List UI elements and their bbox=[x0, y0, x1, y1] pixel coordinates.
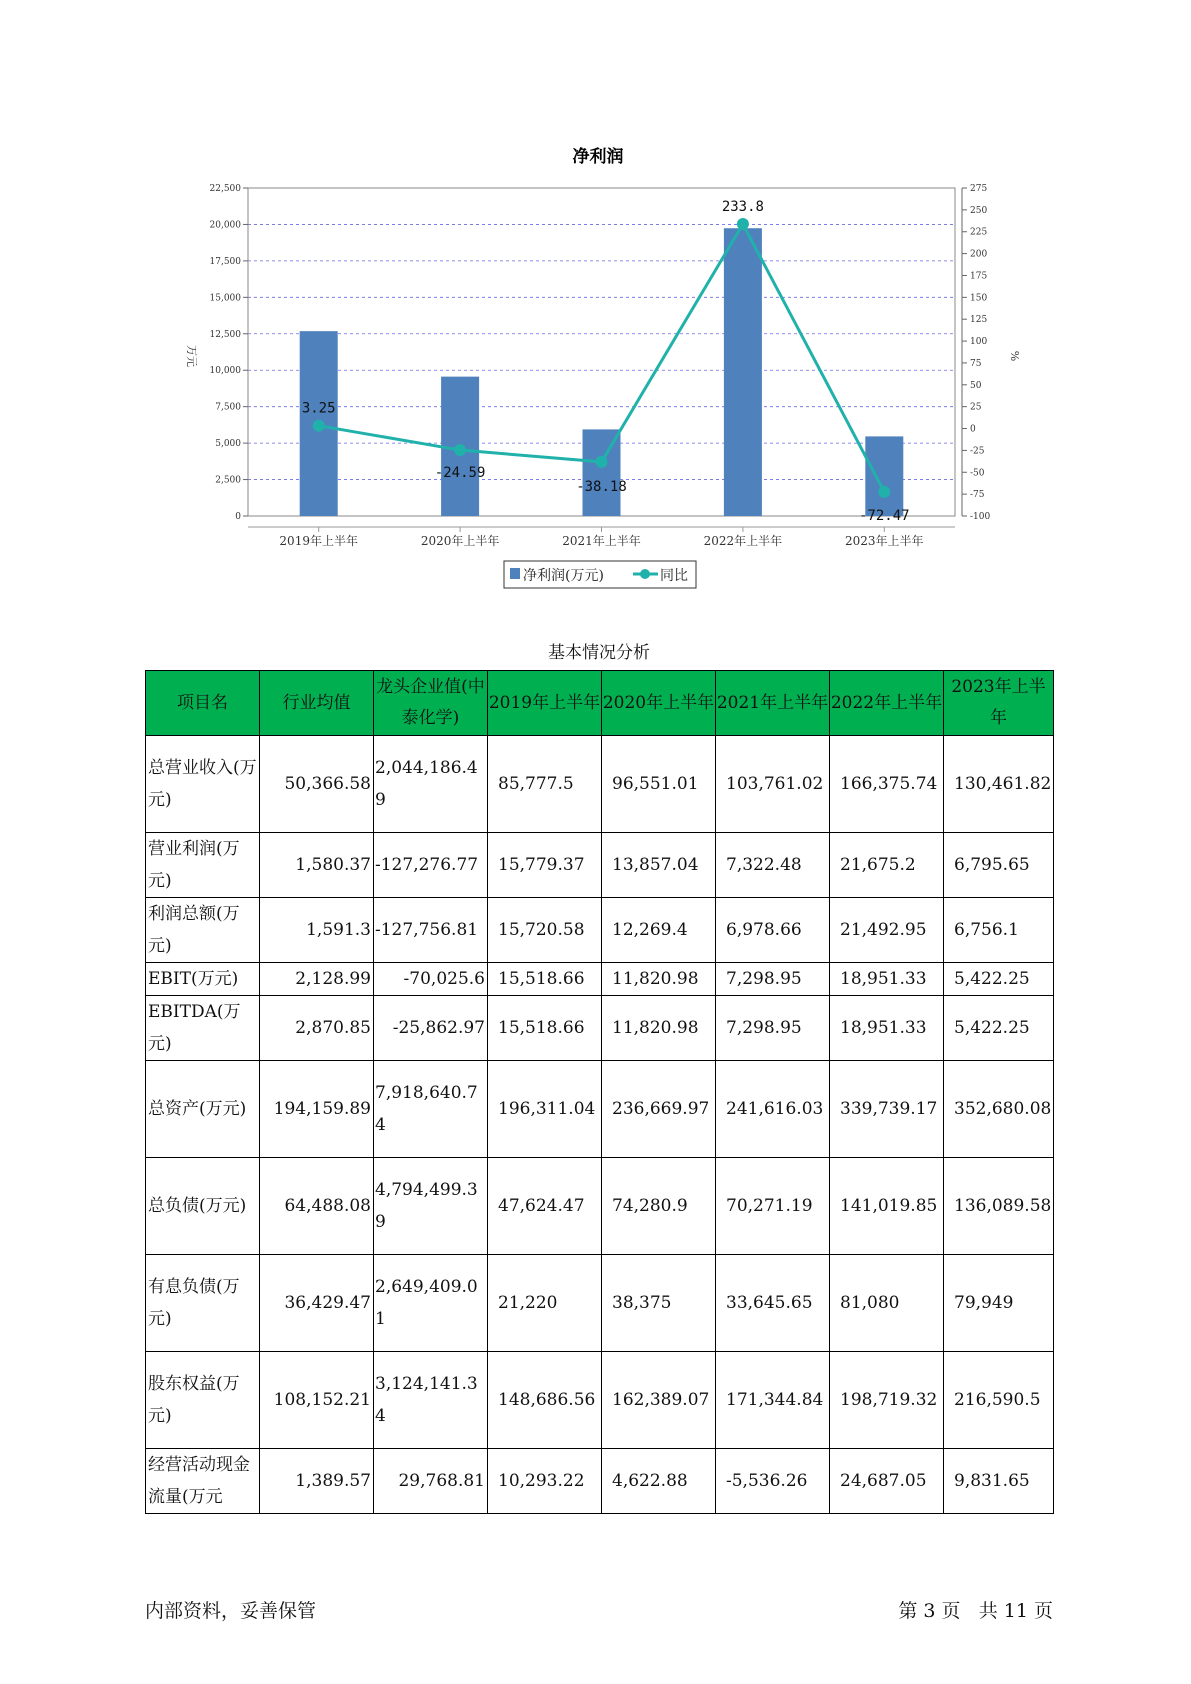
table-cell: 7,322.48 bbox=[716, 833, 830, 898]
table-row bbox=[146, 1255, 1054, 1352]
right-tick-label: -25 bbox=[970, 446, 985, 457]
page-unit: 页 bbox=[941, 1600, 961, 1622]
table-row bbox=[146, 898, 1054, 963]
header-2021h1: 2021年上半年 bbox=[716, 671, 830, 736]
row-label: 股东权益(万元) bbox=[146, 1352, 260, 1449]
footer-confidential-note: 内部资料，妥善保管 bbox=[145, 1600, 317, 1622]
table-cell: -5,536.26 bbox=[716, 1449, 830, 1514]
table-cell: 236,669.97 bbox=[602, 1061, 716, 1158]
table-cell: 21,492.95 bbox=[830, 898, 944, 963]
right-tick-label: 175 bbox=[970, 271, 988, 282]
table-cell: 1,591.3 bbox=[260, 898, 374, 963]
table-cell: 11,820.98 bbox=[602, 963, 716, 996]
x-tick-label: 2022年上半年 bbox=[703, 534, 783, 548]
table-cell: -127,276.77 bbox=[374, 833, 488, 898]
x-tick-label: 2021年上半年 bbox=[562, 534, 641, 548]
table-cell: 194,159.89 bbox=[260, 1061, 374, 1158]
table-cell: 70,271.19 bbox=[716, 1158, 830, 1255]
table-row bbox=[146, 1449, 1054, 1514]
header-leader-value: 龙头企业值(中泰化学) bbox=[374, 671, 488, 736]
line-point bbox=[878, 486, 890, 498]
table-cell: 11,820.98 bbox=[602, 996, 716, 1061]
left-tick-label: 12,500 bbox=[209, 329, 241, 340]
table-cell: 38,375 bbox=[602, 1255, 716, 1352]
data-label: 3.25 bbox=[301, 400, 336, 417]
table-cell: 10,293.22 bbox=[488, 1449, 602, 1514]
table-cell: 1,580.37 bbox=[260, 833, 374, 898]
page-total: 11 bbox=[1003, 1600, 1028, 1622]
page-current: 3 bbox=[923, 1600, 936, 1622]
line-point bbox=[596, 456, 608, 468]
table-cell: 15,720.58 bbox=[488, 898, 602, 963]
line-point bbox=[737, 218, 749, 230]
table-cell: 5,422.25 bbox=[944, 963, 1054, 996]
y-axis-title: 万元 bbox=[185, 345, 198, 367]
table-cell: 15,518.66 bbox=[488, 996, 602, 1061]
table-cell: 141,019.85 bbox=[830, 1158, 944, 1255]
header-2019h1: 2019年上半年 bbox=[488, 671, 602, 736]
table-cell: 108,152.21 bbox=[260, 1352, 374, 1449]
legend-line-label: 同比 bbox=[660, 568, 688, 584]
row-label: EBITDA(万元) bbox=[146, 996, 260, 1061]
table-cell: 29,768.81 bbox=[374, 1449, 488, 1514]
table-cell: 50,366.58 bbox=[260, 736, 374, 833]
left-tick-label: 15,000 bbox=[209, 293, 241, 304]
table-cell: 166,375.74 bbox=[830, 736, 944, 833]
total-unit: 页 bbox=[1033, 1600, 1053, 1622]
table-cell: 9,831.65 bbox=[944, 1449, 1054, 1514]
left-tick-label: 20,000 bbox=[209, 220, 241, 231]
right-tick-label: 50 bbox=[970, 380, 982, 391]
table-caption: 基本情况分析 bbox=[548, 643, 650, 663]
footer-page-indicator bbox=[898, 1596, 1053, 1623]
y2-axis-title: % bbox=[1008, 350, 1021, 362]
table-cell: 216,590.5 bbox=[944, 1352, 1054, 1449]
table-cell: 18,951.33 bbox=[830, 996, 944, 1061]
left-tick-label: 17,500 bbox=[209, 256, 241, 267]
bar-series bbox=[300, 228, 904, 516]
data-label: -24.59 bbox=[434, 465, 486, 482]
row-label: 总负债(万元) bbox=[146, 1158, 260, 1255]
right-tick-label: 100 bbox=[970, 337, 988, 348]
table-cell: 15,779.37 bbox=[488, 833, 602, 898]
right-y-axis bbox=[962, 184, 990, 522]
table-cell: 4,622.88 bbox=[602, 1449, 716, 1514]
legend-bar-label: 净利润(万元) bbox=[523, 568, 604, 584]
x-axis bbox=[248, 527, 955, 548]
table-row bbox=[146, 996, 1054, 1061]
table-cell: 352,680.08 bbox=[944, 1061, 1054, 1158]
left-tick-label: 7,500 bbox=[215, 402, 241, 413]
line-point bbox=[454, 444, 466, 456]
table-row bbox=[146, 1158, 1054, 1255]
left-tick-label: 0 bbox=[235, 512, 241, 522]
table-cell: 241,616.03 bbox=[716, 1061, 830, 1158]
right-tick-label: 275 bbox=[970, 184, 988, 194]
left-y-axis bbox=[210, 184, 249, 522]
table-cell: 24,687.05 bbox=[830, 1449, 944, 1514]
total-prefix: 共 bbox=[978, 1600, 998, 1622]
left-tick-label: 2,500 bbox=[215, 475, 241, 486]
table-cell: 2,128.99 bbox=[260, 963, 374, 996]
data-label: 233.8 bbox=[721, 199, 764, 216]
table-cell: 79,949 bbox=[944, 1255, 1054, 1352]
right-tick-label: 125 bbox=[970, 315, 988, 326]
table-row bbox=[146, 736, 1054, 833]
table-cell: 148,686.56 bbox=[488, 1352, 602, 1449]
table-row bbox=[146, 833, 1054, 898]
header-2022h1: 2022年上半年 bbox=[830, 671, 944, 736]
header-industry-average: 行业均值 bbox=[260, 671, 374, 736]
left-tick-label: 5,000 bbox=[215, 439, 241, 450]
table-cell: 130,461.82 bbox=[944, 736, 1054, 833]
table-cell: 12,269.4 bbox=[602, 898, 716, 963]
header-2023h1: 2023年上半年 bbox=[944, 671, 1054, 736]
legend-line-marker bbox=[640, 569, 650, 579]
table-cell: 7,918,640.74 bbox=[374, 1061, 488, 1158]
page-prefix: 第 bbox=[898, 1600, 918, 1622]
table-row bbox=[146, 1061, 1054, 1158]
table-cell: 7,298.95 bbox=[716, 996, 830, 1061]
table-cell: 198,719.32 bbox=[830, 1352, 944, 1449]
table-cell: 15,518.66 bbox=[488, 963, 602, 996]
left-tick-label: 10,000 bbox=[209, 366, 241, 377]
table-cell: 2,870.85 bbox=[260, 996, 374, 1061]
table-cell: 2,044,186.49 bbox=[374, 736, 488, 833]
right-tick-label: 250 bbox=[970, 205, 988, 216]
right-tick-label: -100 bbox=[970, 512, 991, 522]
table-cell: -127,756.81 bbox=[374, 898, 488, 963]
table-cell: 171,344.84 bbox=[716, 1352, 830, 1449]
table-cell: 13,857.04 bbox=[602, 833, 716, 898]
line-point bbox=[313, 420, 325, 432]
row-label: 利润总额(万元) bbox=[146, 898, 260, 963]
table-cell: 136,089.58 bbox=[944, 1158, 1054, 1255]
table-header-row bbox=[146, 671, 1054, 736]
table-cell: 21,220 bbox=[488, 1255, 602, 1352]
right-tick-label: 150 bbox=[970, 293, 988, 304]
x-tick-label: 2023年上半年 bbox=[845, 534, 924, 548]
row-label: 经营活动现金流量(万元 bbox=[146, 1449, 260, 1514]
bar bbox=[865, 436, 903, 516]
bar bbox=[724, 228, 762, 516]
table-cell: 85,777.5 bbox=[488, 736, 602, 833]
legend-bar-swatch bbox=[510, 568, 520, 579]
table-cell: 5,422.25 bbox=[944, 996, 1054, 1061]
data-label: -72.47 bbox=[859, 507, 910, 524]
net-profit-chart bbox=[0, 0, 1191, 600]
table-cell: 18,951.33 bbox=[830, 963, 944, 996]
table-cell: 6,756.1 bbox=[944, 898, 1054, 963]
table-row bbox=[146, 963, 1054, 996]
table-cell: 3,124,141.34 bbox=[374, 1352, 488, 1449]
basic-analysis-table bbox=[145, 670, 1054, 1514]
x-tick-label: 2019年上半年 bbox=[279, 534, 358, 548]
table-cell: 6,978.66 bbox=[716, 898, 830, 963]
table-cell: 103,761.02 bbox=[716, 736, 830, 833]
table-cell: 6,795.65 bbox=[944, 833, 1054, 898]
x-tick-label: 2020年上半年 bbox=[420, 534, 500, 548]
table-cell: 74,280.9 bbox=[602, 1158, 716, 1255]
table-cell: 162,389.07 bbox=[602, 1352, 716, 1449]
table-cell: 36,429.47 bbox=[260, 1255, 374, 1352]
chart-legend bbox=[504, 561, 696, 588]
header-2020h1: 2020年上半年 bbox=[602, 671, 716, 736]
table-cell: 96,551.01 bbox=[602, 736, 716, 833]
chart-title: 净利润 bbox=[572, 147, 624, 167]
table-cell: 1,389.57 bbox=[260, 1449, 374, 1514]
right-tick-label: 200 bbox=[970, 249, 988, 260]
table-cell: 33,645.65 bbox=[716, 1255, 830, 1352]
table-cell: -70,025.6 bbox=[374, 963, 488, 996]
table-cell: 339,739.17 bbox=[830, 1061, 944, 1158]
table-cell: -25,862.97 bbox=[374, 996, 488, 1061]
row-label: 总资产(万元) bbox=[146, 1061, 260, 1158]
right-tick-label: -50 bbox=[970, 468, 985, 479]
table-cell: 2,649,409.01 bbox=[374, 1255, 488, 1352]
row-label: 总营业收入(万元) bbox=[146, 736, 260, 833]
right-tick-label: 0 bbox=[970, 424, 976, 435]
table-cell: 47,624.47 bbox=[488, 1158, 602, 1255]
table-cell: 196,311.04 bbox=[488, 1061, 602, 1158]
right-tick-label: 225 bbox=[970, 227, 988, 238]
data-label: -38.18 bbox=[576, 478, 627, 495]
row-label: 有息负债(万元) bbox=[146, 1255, 260, 1352]
table-cell: 64,488.08 bbox=[260, 1158, 374, 1255]
row-label: EBIT(万元) bbox=[146, 963, 260, 996]
left-tick-label: 22,500 bbox=[209, 184, 241, 194]
table-cell: 81,080 bbox=[830, 1255, 944, 1352]
table-cell: 4,794,499.39 bbox=[374, 1158, 488, 1255]
table-cell: 21,675.2 bbox=[830, 833, 944, 898]
right-tick-label: -75 bbox=[970, 490, 985, 501]
header-item-name: 项目名 bbox=[146, 671, 260, 736]
right-tick-label: 25 bbox=[970, 402, 982, 413]
table-cell: 7,298.95 bbox=[716, 963, 830, 996]
row-label: 营业利润(万元) bbox=[146, 833, 260, 898]
table-row bbox=[146, 1352, 1054, 1449]
right-tick-label: 75 bbox=[970, 358, 982, 369]
